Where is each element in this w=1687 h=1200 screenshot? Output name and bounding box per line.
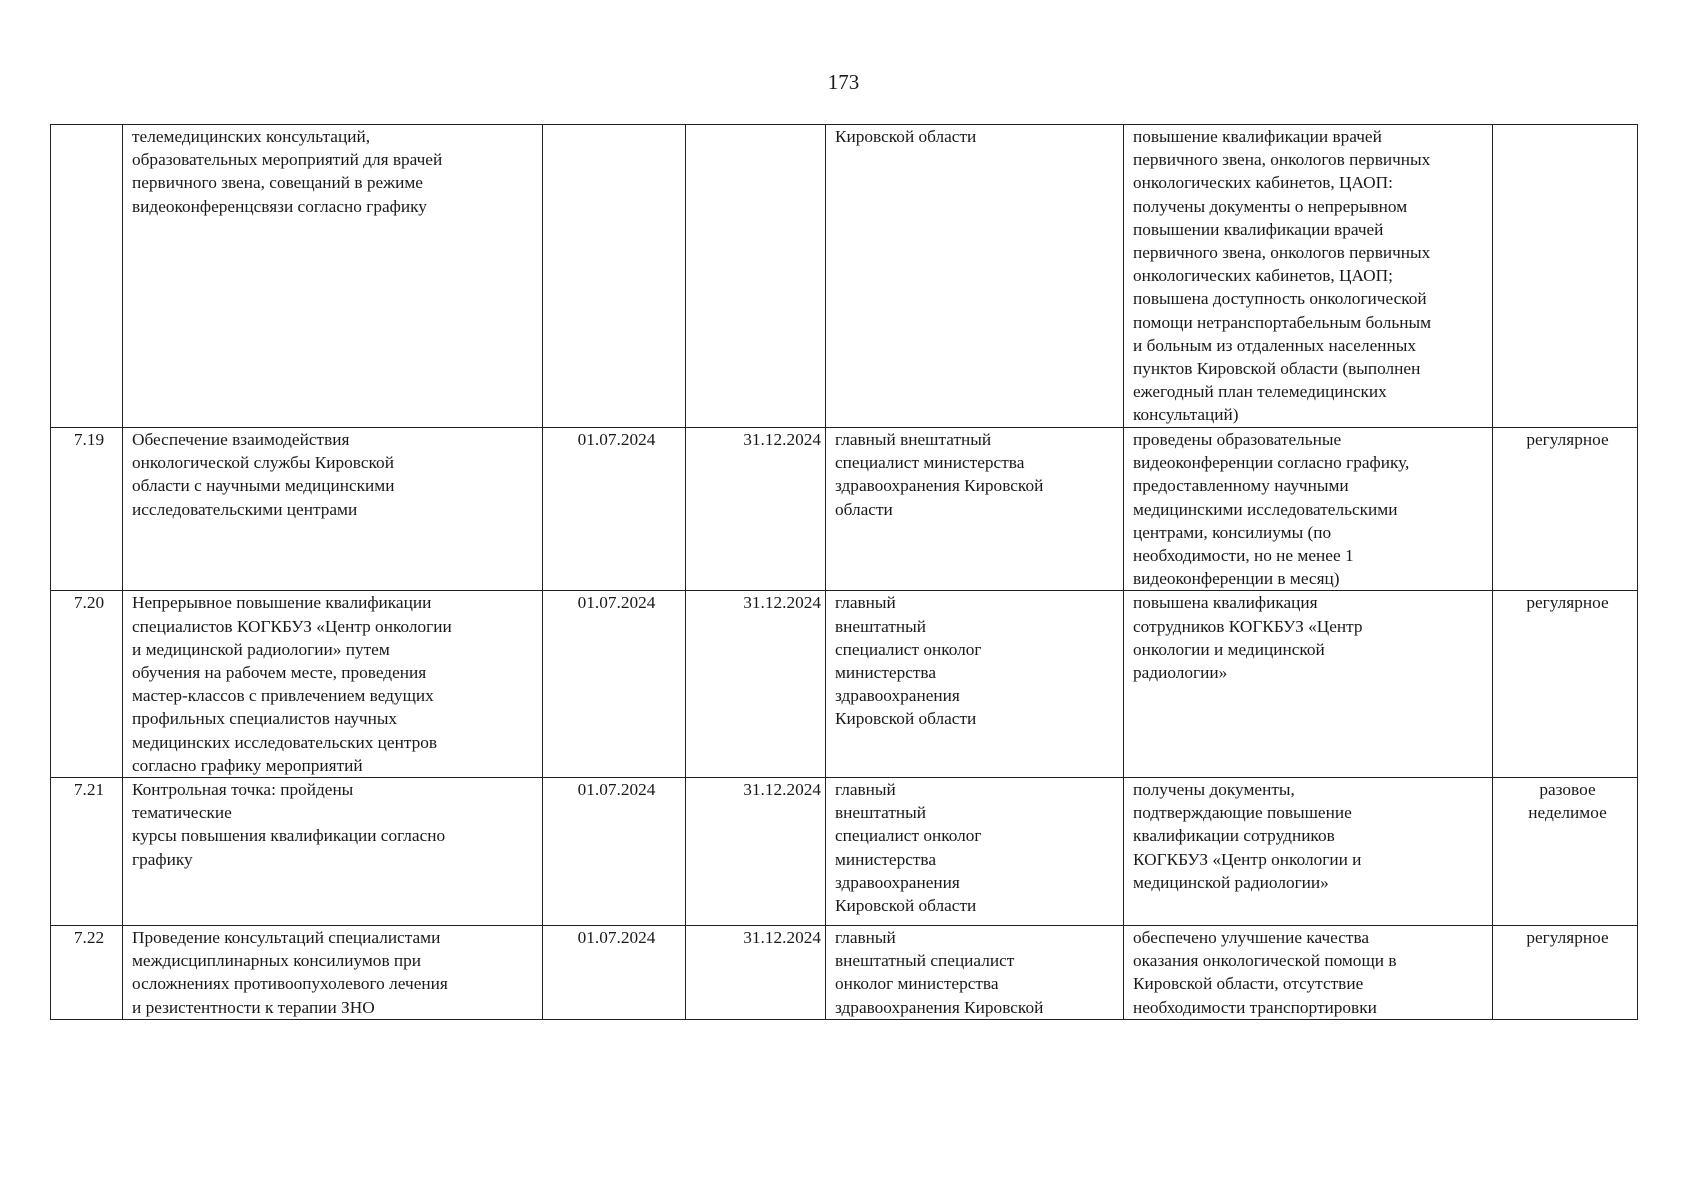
cell-type-line: регулярное <box>1526 430 1609 449</box>
cell-result-line: проведены образовательные <box>1133 430 1342 449</box>
cell-event-line: специалистов КОГКБУЗ «Центр онкологии <box>132 616 452 636</box>
cell-result <box>1124 926 1493 1020</box>
cell-event-line: обучения на рабочем месте, проведения <box>132 663 427 683</box>
cell-event-line: тематические <box>132 803 232 823</box>
cell-event-line: Контрольная точка: пройдены <box>132 780 354 800</box>
cell-result-line: обеспечено улучшение качества <box>1133 928 1370 948</box>
cell-responsible <box>826 125 1124 428</box>
cell-responsible-line: здравоохранения Кировской <box>835 476 1044 496</box>
cell-type <box>1493 125 1638 428</box>
table-row <box>51 591 1638 778</box>
cell-start-date <box>543 125 686 428</box>
cell-result-line: сотрудников КОГКБУЗ «Центр <box>1133 616 1363 636</box>
cell-event-line: области с научными медицинскими <box>132 476 395 496</box>
cell-event-line: и резистентности к терапии ЗНО <box>132 997 375 1017</box>
cell-type <box>1493 428 1638 591</box>
cell-event-line: междисциплинарных консилиумов при <box>132 951 422 971</box>
cell-event <box>123 591 543 778</box>
cell-responsible-line: Кировской области <box>835 896 977 916</box>
cell-end-date: 31.12.2024 <box>686 428 826 591</box>
cell-responsible-line: главный <box>835 780 896 800</box>
table-row <box>51 778 1638 926</box>
cell-event <box>123 428 543 591</box>
cell-responsible-line: министерства <box>835 849 937 869</box>
cell-result-line: квалификации сотрудников <box>1133 826 1335 846</box>
cell-start-date: 01.07.2024 <box>543 591 686 778</box>
cell-responsible-line: Кировской области <box>835 127 977 146</box>
cell-responsible-line: главный <box>835 928 896 948</box>
cell-end-date: 31.12.2024 <box>686 778 826 926</box>
cell-responsible <box>826 428 1124 591</box>
cell-result-line: необходимости, но не менее 1 <box>1133 546 1354 566</box>
table-row <box>51 125 1638 428</box>
cell-event-line: образовательных мероприятий для врачей <box>132 150 443 170</box>
cell-responsible-line: специалист министерства <box>835 453 1025 473</box>
page-number: 173 <box>827 70 860 94</box>
cell-number: 7.19 <box>51 428 123 591</box>
cell-responsible-line: министерства <box>835 663 937 683</box>
cell-result-line: оказания онкологической помощи в <box>1133 951 1397 971</box>
cell-number <box>51 125 123 428</box>
cell-number: 7.21 <box>51 778 123 926</box>
cell-result-line: консультаций) <box>1133 405 1239 425</box>
cell-responsible-line: главный <box>835 593 896 613</box>
cell-result-line: первичного звена, онкологов первичных <box>1133 243 1431 263</box>
cell-result <box>1124 778 1493 926</box>
cell-responsible <box>826 591 1124 778</box>
cell-event-line: видеоконференцсвязи согласно графику <box>132 196 427 216</box>
cell-type <box>1493 778 1638 926</box>
cell-responsible <box>826 778 1124 926</box>
cell-event <box>123 778 543 926</box>
cell-type-line: регулярное <box>1526 928 1609 948</box>
cell-result-line: первичного звена, онкологов первичных <box>1133 150 1431 170</box>
cell-event-line: Обеспечение взаимодействия <box>132 430 350 449</box>
cell-number: 7.20 <box>51 591 123 778</box>
cell-result-line: Кировской области, отсутствие <box>1133 974 1364 994</box>
cell-result-line: получены документы, <box>1133 780 1295 800</box>
cell-result-line: видеоконференции согласно графику, <box>1133 453 1410 473</box>
cell-responsible-line: здравоохранения <box>835 686 960 706</box>
cell-result-line: центрами, консилиумы (по <box>1133 522 1332 542</box>
cell-result-line: повышена квалификация <box>1133 593 1318 613</box>
cell-event-line: Проведение консультаций специалистами <box>132 928 441 948</box>
cell-event-line: онкологической службы Кировской <box>132 453 394 473</box>
cell-result-line: медицинской радиологии» <box>1133 872 1329 892</box>
cell-result <box>1124 125 1493 428</box>
plan-table <box>50 124 1638 1020</box>
cell-result-line: повышена доступность онкологической <box>1133 289 1427 309</box>
cell-responsible <box>826 926 1124 1020</box>
cell-responsible-line: специалист онколог <box>835 639 982 659</box>
cell-result-line: помощи нетранспортабельным больным <box>1133 312 1432 332</box>
cell-type <box>1493 926 1638 1020</box>
cell-result-line: онкологических кабинетов, ЦАОП; <box>1133 266 1393 286</box>
cell-responsible-line: внештатный <box>835 803 927 823</box>
cell-event-line: осложнениях противоопухолевого лечения <box>132 974 448 994</box>
cell-end-date: 31.12.2024 <box>686 591 826 778</box>
cell-result-line: пунктов Кировской области (выполнен <box>1133 359 1421 379</box>
cell-result <box>1124 428 1493 591</box>
cell-end-date: 31.12.2024 <box>686 926 826 1020</box>
cell-responsible-line: главный внештатный <box>835 430 992 449</box>
cell-result-line: необходимости транспортировки <box>1133 997 1377 1017</box>
cell-start-date: 01.07.2024 <box>543 428 686 591</box>
cell-event-line: профильных специалистов научных <box>132 709 398 729</box>
cell-event-line: исследовательскими центрами <box>132 499 358 519</box>
cell-end-date <box>686 125 826 428</box>
cell-responsible-line: здравоохранения <box>835 872 960 892</box>
cell-event-line: Непрерывное повышение квалификации <box>132 593 432 613</box>
cell-result-line: повышение квалификации врачей <box>1133 127 1382 146</box>
cell-responsible-line: здравоохранения Кировской <box>835 997 1044 1017</box>
cell-event <box>123 125 543 428</box>
cell-start-date: 01.07.2024 <box>543 926 686 1020</box>
cell-result <box>1124 591 1493 778</box>
cell-result-line: КОГКБУЗ «Центр онкологии и <box>1133 849 1362 869</box>
cell-responsible-line: Кировской области <box>835 709 977 729</box>
cell-result-line: повышении квалификации врачей <box>1133 219 1384 239</box>
cell-type <box>1493 591 1638 778</box>
cell-event-line: мастер-классов с привлечением ведущих <box>132 686 434 706</box>
cell-event <box>123 926 543 1020</box>
cell-result-line: подтверждающие повышение <box>1133 803 1352 823</box>
cell-result-line: видеоконференции в месяц) <box>1133 569 1340 589</box>
cell-result-line: онкологии и медицинской <box>1133 639 1325 659</box>
cell-responsible-line: онколог министерства <box>835 974 999 994</box>
cell-number: 7.22 <box>51 926 123 1020</box>
cell-event-line: графику <box>132 849 193 869</box>
cell-result-line: получены документы о непрерывном <box>1133 196 1408 216</box>
cell-result-line: радиологии» <box>1133 663 1228 683</box>
cell-responsible-line: внештатный <box>835 616 927 636</box>
table-row <box>51 428 1638 591</box>
cell-event-line: медицинских исследовательских центров <box>132 732 438 752</box>
cell-event-line: и медицинской радиологии» путем <box>132 639 390 659</box>
cell-responsible-line: специалист онколог <box>835 826 982 846</box>
cell-type-line: разовое <box>1539 780 1596 800</box>
cell-result-line: медицинскими исследовательскими <box>1133 499 1398 519</box>
cell-type-line: неделимое <box>1528 803 1607 823</box>
table-row <box>51 926 1638 1020</box>
cell-event-line: согласно графику мероприятий <box>132 755 363 775</box>
cell-start-date: 01.07.2024 <box>543 778 686 926</box>
cell-result-line: предоставленному научными <box>1133 476 1349 496</box>
cell-result-line: ежегодный план телемедицинских <box>1133 382 1387 402</box>
cell-event-line: первичного звена, совещаний в режиме <box>132 173 423 193</box>
cell-type-line: регулярное <box>1526 593 1609 613</box>
cell-responsible-line: внештатный специалист <box>835 951 1015 971</box>
cell-event-line: курсы повышения квалификации согласно <box>132 826 446 846</box>
cell-responsible-line: области <box>835 499 893 519</box>
cell-event-line: телемедицинских консультаций, <box>132 127 371 146</box>
cell-result-line: и больным из отдаленных населенных <box>1133 335 1417 355</box>
cell-result-line: онкологических кабинетов, ЦАОП: <box>1133 173 1393 193</box>
